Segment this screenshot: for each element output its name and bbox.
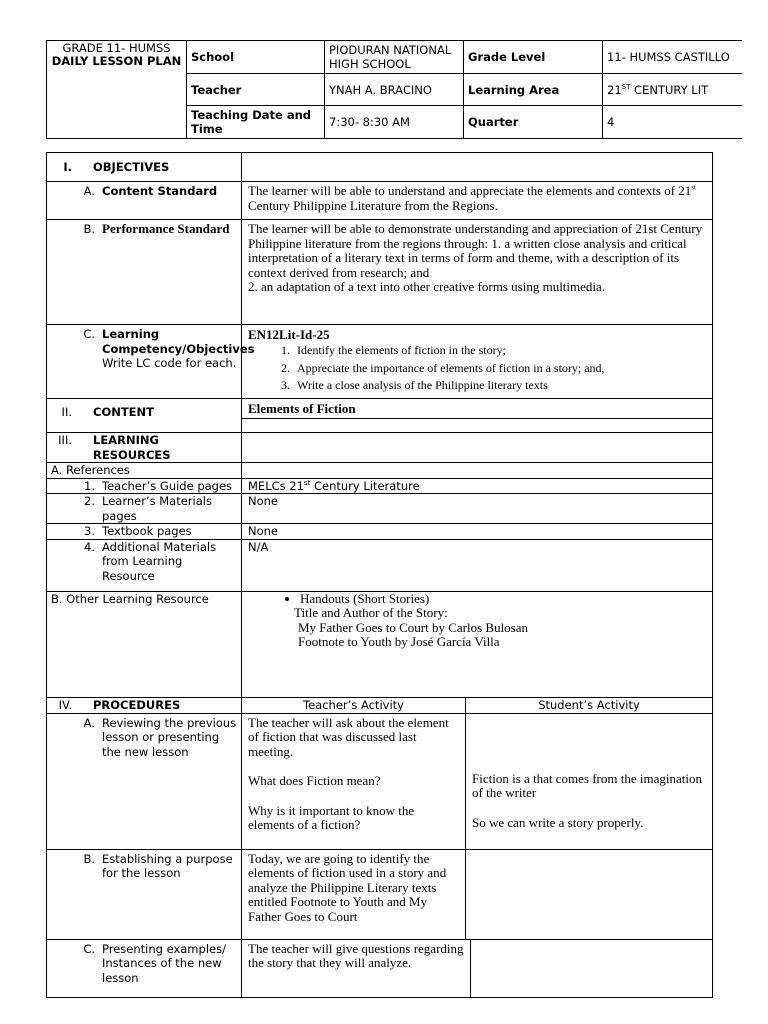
content-standard-text: The learner will be able to understand and appreciate the elements and contexts of 21st Century Philippine Literature from the Regions. bbox=[242, 182, 713, 220]
teacher-activity-header: Teacher’s Activity bbox=[242, 697, 466, 713]
procedures-heading: IV. PROCEDURES bbox=[47, 697, 242, 713]
performance-standard-label: B. Performance Standard bbox=[47, 220, 242, 325]
dlp-title-cell bbox=[47, 41, 187, 139]
teaching-date-value: 7:30- 8:30 AM bbox=[325, 106, 464, 139]
content-standard-label: A. Content Standard bbox=[47, 182, 242, 220]
learning-area-value: 21ST CENTURY LIT bbox=[603, 74, 742, 106]
handouts-item: • Handouts (Short Stories) bbox=[300, 592, 706, 607]
school-label: School bbox=[187, 41, 325, 74]
procedure-a-label: A. Reviewing the previous lesson or presenting the new lesson bbox=[47, 713, 242, 849]
grade-title: GRADE 11- HUMSS bbox=[62, 41, 171, 55]
tg-pages-value: MELCs 21st Century Literature bbox=[242, 478, 713, 494]
additional-materials-value: N/A bbox=[242, 539, 713, 591]
tg-pages-label: 1. Teacher’s Guide pages bbox=[47, 478, 242, 494]
content-value: Elements of Fiction bbox=[242, 399, 713, 419]
student-activity-header: Student’s Activity bbox=[466, 697, 713, 713]
story-2: Footnote to Youth by José García Villa bbox=[298, 634, 500, 649]
objective-item: 1. Identify the elements of fiction in the story; bbox=[293, 342, 706, 360]
learning-competency-content bbox=[242, 325, 713, 399]
procedure-c-label: C. Presenting examples/ Instances of the new lesson bbox=[47, 939, 242, 997]
content-blank bbox=[242, 419, 713, 433]
procedure-b-teacher: Today, we are going to identify the elements of fiction used in a story and analyze the Philippine Literary texts entitled Footnote to Youth and My Father Goes to Court bbox=[242, 849, 466, 939]
quarter-label: Quarter bbox=[464, 106, 603, 139]
teacher-label: Teacher bbox=[187, 74, 325, 106]
content-heading: II. CONTENT bbox=[47, 399, 242, 433]
quarter-value: 4 bbox=[603, 106, 742, 139]
lm-pages-label: 2. Learner’s Materials pages bbox=[47, 494, 242, 524]
procedure-b-student bbox=[466, 849, 713, 939]
procedure-a-teacher: The teacher will ask about the element of fiction that was discussed last meeting. What does Fiction mean? Why is it important to know the elements of a fiction? bbox=[242, 713, 466, 849]
other-resource-content bbox=[242, 591, 713, 697]
objective-item: 3. Write a close analysis of the Philippine literary texts bbox=[293, 377, 706, 395]
performance-standard-text: The learner will be able to demonstrate understanding and appreciation of 21st Century Philippine literature from the regions through: 1. a written close analysis and critical interpretation of a literary text in terms of form and theme, with a description of its context derived from research; and 2. an adaptation of a text into other creative forms using multimedia. bbox=[242, 220, 713, 325]
learning-area-label: Learning Area bbox=[464, 74, 603, 106]
learning-competency-label: C. Learning Competency/Objectives Write LC code for each. bbox=[47, 325, 242, 399]
procedure-b-label: B. Establishing a purpose for the lesson bbox=[47, 849, 242, 939]
title-author-label: Title and Author of the Story: bbox=[294, 605, 448, 620]
references-blank bbox=[242, 463, 713, 479]
textbook-pages-value: None bbox=[242, 524, 713, 540]
story-1: My Father Goes to Court by Carlos Bulosan bbox=[298, 619, 529, 635]
additional-materials-label: 4. Additional Materials from Learning Resource bbox=[47, 539, 242, 591]
school-value: PIODURAN NATIONAL HIGH SCHOOL bbox=[325, 41, 464, 74]
teaching-date-label: Teaching Date and Time bbox=[187, 106, 325, 139]
grade-level-label: Grade Level bbox=[464, 41, 603, 74]
objectives-list bbox=[248, 342, 706, 395]
learning-resources-heading: III. LEARNING RESOURCES bbox=[47, 433, 242, 463]
objective-item: 2. Appreciate the importance of elements of fiction in a story; and, bbox=[293, 360, 706, 378]
references-label: A. References bbox=[47, 463, 242, 479]
learning-resources-blank bbox=[242, 433, 713, 463]
procedure-c-teacher: The teacher will give questions regarding the story that they will analyze. bbox=[242, 939, 471, 997]
procedure-a-student: Fiction is a that comes from the imagination of the writer So we can write a story properly. bbox=[466, 713, 713, 849]
procedure-c-student bbox=[471, 939, 713, 997]
teacher-value: YNAH A. BRACINO bbox=[325, 74, 464, 106]
objectives-blank bbox=[242, 153, 713, 182]
header-table bbox=[46, 40, 742, 139]
lm-pages-value: None bbox=[242, 494, 713, 524]
textbook-pages-label: 3. Textbook pages bbox=[47, 524, 242, 540]
lc-code: EN12Lit-Id-25 bbox=[248, 327, 330, 342]
objectives-heading: I. OBJECTIVES bbox=[47, 153, 242, 182]
dlp-title: DAILY LESSON PLAN bbox=[51, 54, 182, 68]
lesson-plan-table bbox=[46, 152, 713, 998]
other-resource-label: B. Other Learning Resource bbox=[47, 591, 242, 697]
grade-level-value: 11- HUMSS CASTILLO bbox=[603, 41, 742, 74]
